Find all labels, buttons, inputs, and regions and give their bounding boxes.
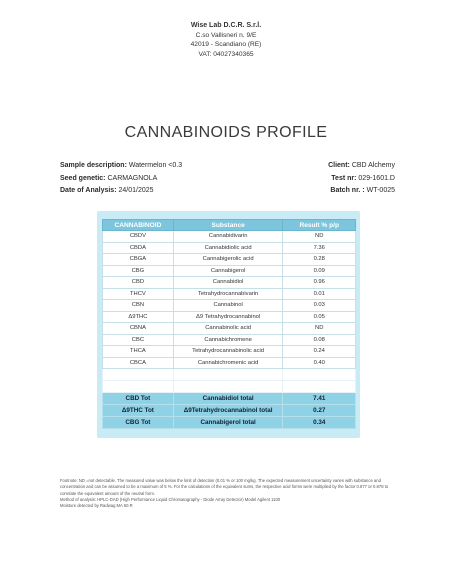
sample-description-value: Watermelon <0.3 (128, 162, 183, 169)
substance-cell: Cannabichromenic acid (173, 357, 283, 369)
substance-cell: Cannabigerolic acid (173, 254, 283, 266)
batch-number-label: Batch nr. : (330, 187, 365, 194)
result-cell: 0.28 (283, 254, 356, 266)
footnote (60, 478, 405, 509)
result-cell: ND (283, 231, 356, 243)
lab-address-street: C.so Vallisneri n. 9/E (195, 31, 257, 39)
cannabinoid-cell: CBD Tot (103, 393, 174, 405)
substance-cell: Cannabidiol total (173, 393, 283, 405)
column-header-cannabinoid: CANNABINOID (103, 220, 174, 231)
substance-cell: Tetrahydrocannabivarin (173, 288, 283, 300)
substance-cell: Cannabidivarin (173, 231, 283, 243)
total-row (103, 405, 356, 417)
table-row (103, 231, 356, 243)
cannabinoid-table-panel (97, 211, 360, 438)
table-spacer-row (103, 381, 356, 393)
result-cell: 0.09 (283, 265, 356, 277)
lab-header (0, 21, 452, 59)
cannabinoid-cell: Δ9THC Tot (103, 405, 174, 417)
client (328, 160, 395, 173)
cannabinoid-cell: CBCA (103, 357, 174, 369)
result-cell: 7.36 (283, 242, 356, 254)
result-cell: 0.24 (283, 346, 356, 358)
result-cell: 0.08 (283, 334, 356, 346)
result-cell: 0.03 (283, 300, 356, 312)
substance-cell: Cannabidiolic acid (173, 242, 283, 254)
sample-description (60, 160, 182, 173)
seed-genetic (60, 173, 182, 186)
table-row (103, 357, 356, 369)
result-cell: ND (283, 323, 356, 335)
result-cell (283, 381, 356, 393)
cannabinoid-cell: CBDA (103, 242, 174, 254)
table-row (103, 334, 356, 346)
client-value: CBD Alchemy (351, 162, 395, 169)
total-row (103, 417, 356, 429)
cannabinoid-cell: CBG Tot (103, 417, 174, 429)
test-number-label: Test nr: (331, 174, 357, 182)
client-label: Client: (328, 162, 350, 169)
test-number (328, 173, 395, 186)
column-header-result: Result % p/p (283, 220, 356, 231)
table-header-row (103, 220, 356, 231)
cannabinoid-cell: CBD (103, 277, 174, 289)
table-spacer-row (103, 369, 356, 381)
seed-genetic-label: Seed genetic: (60, 174, 106, 182)
lab-name: Wise Lab D.C.R. S.r.l. (190, 22, 262, 29)
result-cell: 0.40 (283, 357, 356, 369)
sample-description-label: Sample description: (60, 162, 127, 169)
cannabinoid-cell: CBDV (103, 231, 174, 243)
column-header-substance: Substance (173, 220, 283, 231)
cannabinoid-cell: CBG (103, 265, 174, 277)
substance-cell: Δ9 Tetrahydrocannabinol (173, 311, 283, 323)
batch-number (328, 185, 395, 198)
table-row (103, 265, 356, 277)
substance-cell: Cannabinolic acid (173, 323, 283, 335)
moisture-note: Moisture detected by Radwag MA 50.R (60, 503, 133, 509)
cannabinoid-cell: CBC (103, 334, 174, 346)
substance-cell: Cannabigerol total (173, 417, 283, 429)
table-row (103, 242, 356, 254)
footnote-text: Footnote: ND =not detectable. The measured value was below the limit of detection (0.01 % or 100 mg/kg. The expected measurement uncertainty varies with substance and concentration and can be assumed to be a maximum of 5 %. For the calculations of the equivalent sums, the respective acid forms were multiplied by the factor 0.877 or 0.878 to correlate the equivalent amount of the neutral form. (60, 478, 389, 496)
substance-cell: Δ9Tetrahydrocannabinol total (173, 405, 283, 417)
cannabinoid-cell: THCA (103, 346, 174, 358)
result-cell: 0.05 (283, 311, 356, 323)
cannabinoid-table (102, 219, 356, 429)
table-row (103, 288, 356, 300)
analysis-date-label: Date of Analysis: (60, 187, 117, 194)
cannabinoid-cell: THCV (103, 288, 174, 300)
result-cell: 0.01 (283, 288, 356, 300)
cannabinoid-cell: CBNA (103, 323, 174, 335)
lab-address-city: 42019 - Scandiano (RE) (190, 41, 262, 49)
table-row (103, 323, 356, 335)
table-row (103, 311, 356, 323)
cannabinoid-cell (103, 381, 174, 393)
table-row (103, 254, 356, 266)
result-cell: 0.27 (283, 405, 356, 417)
client-info (328, 160, 395, 198)
batch-number-value: WT-0025 (366, 187, 395, 194)
result-cell: 0.34 (283, 417, 356, 429)
table-row (103, 277, 356, 289)
table-row (103, 346, 356, 358)
cannabinoid-cell: CBGA (103, 254, 174, 266)
total-row (103, 393, 356, 405)
page-title: CANNABINOIDS PROFILE (124, 124, 328, 141)
result-cell: 7.41 (283, 393, 356, 405)
result-cell: 0.96 (283, 277, 356, 289)
substance-cell: Cannabinol (173, 300, 283, 312)
lab-vat: VAT: 04027340365 (198, 50, 254, 58)
sample-info (60, 160, 182, 198)
test-number-value: 029-1601.D (358, 174, 395, 182)
analysis-method: Method of analysis: HPLC-DAD (High Performance Liquid Chromatography - Diode Array Detector) Model Agilent 1100 (60, 496, 281, 502)
analysis-date (60, 185, 182, 198)
substance-cell (173, 381, 283, 393)
analysis-date-value: 24/01/2025 (118, 187, 154, 194)
table-row (103, 300, 356, 312)
seed-genetic-value: CARMAGNOLA (107, 174, 158, 182)
cannabinoid-cell: CBN (103, 300, 174, 312)
result-cell (283, 369, 356, 381)
cannabinoid-cell: Δ9THC (103, 311, 174, 323)
cannabinoid-cell (103, 369, 174, 381)
substance-cell: Cannabidiol (173, 277, 283, 289)
substance-cell: Tetrahydrocannabinolic acid (173, 346, 283, 358)
substance-cell: Cannabichromene (173, 334, 283, 346)
substance-cell: Cannabigerol (173, 265, 283, 277)
substance-cell (173, 369, 283, 381)
